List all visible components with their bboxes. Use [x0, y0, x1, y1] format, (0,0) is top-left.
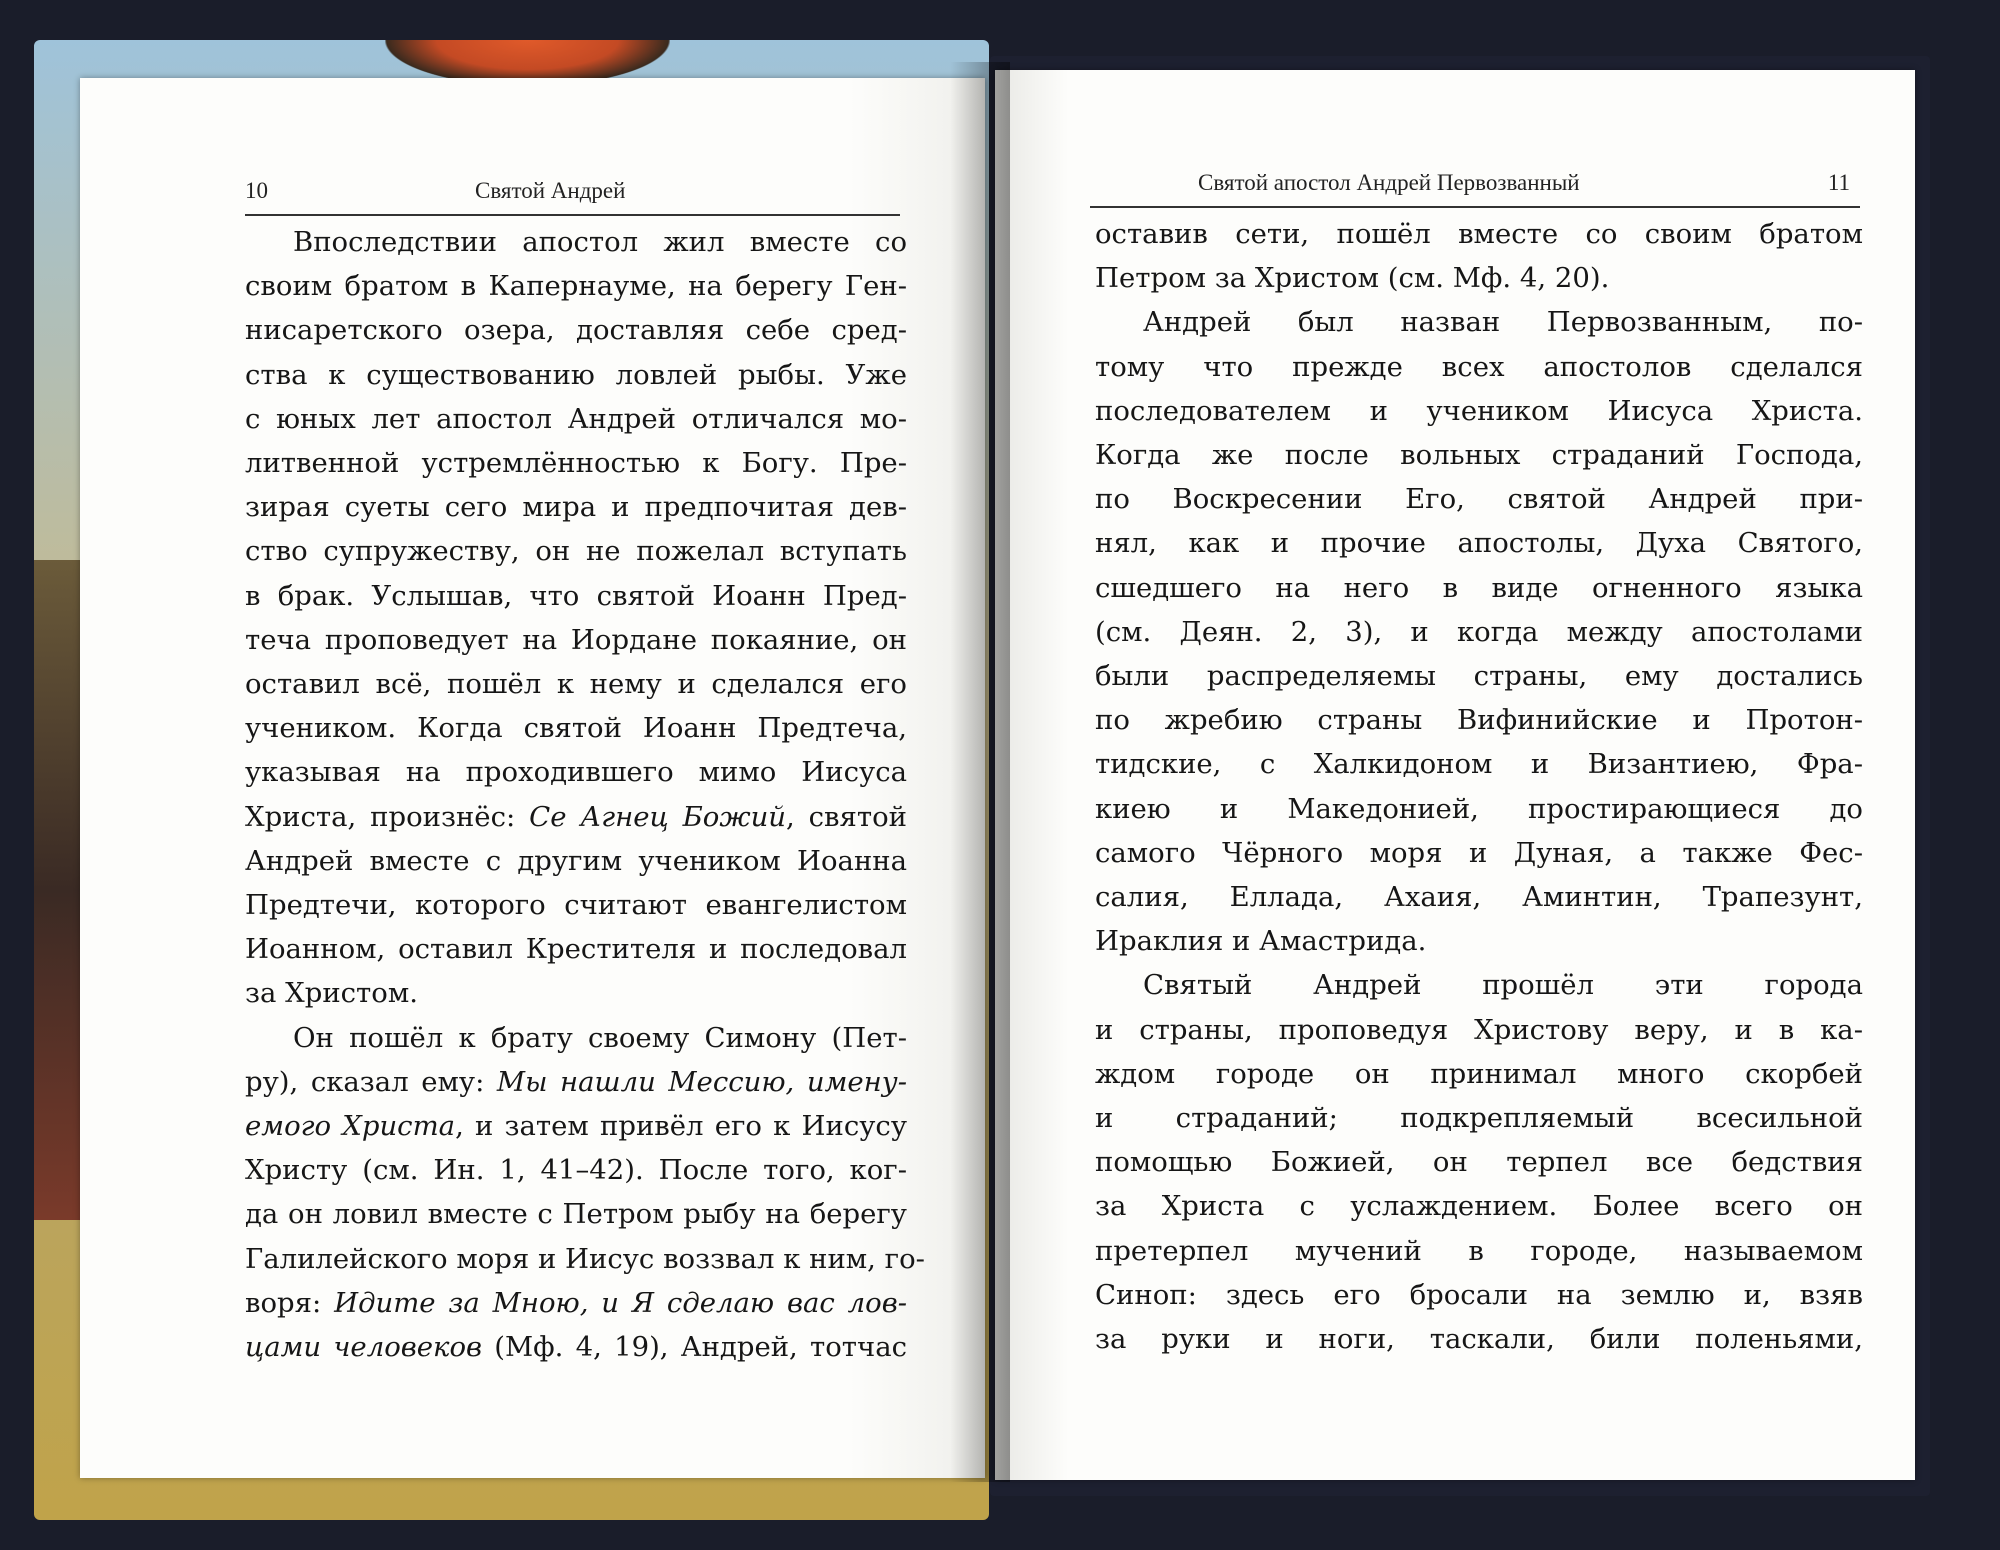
text-line [245, 1325, 907, 1369]
text-line [245, 1104, 907, 1148]
text-run: Святый Андрей прошёл эти города [1143, 969, 1863, 1002]
text-run: ру), сказал ему: [245, 1065, 497, 1098]
text-line [245, 529, 907, 573]
text-line [1095, 919, 1863, 963]
text-line [245, 1060, 907, 1104]
text-run: Петром за Христом (см. Мф. 4, 20). [1095, 262, 1610, 295]
italic-quote: емого Христа [245, 1110, 456, 1143]
text-line [1095, 300, 1863, 344]
text-line [1095, 1317, 1863, 1361]
text-run: ство супружеству, он не пожелал вступать [245, 535, 907, 568]
text-line [1095, 654, 1863, 698]
text-line [245, 1148, 907, 1192]
text-run: киею и Македонией, простирающиеся до [1095, 792, 1863, 825]
text-run: и страны, проповедуя Христову веру, и в ка- [1095, 1013, 1863, 1046]
text-line [1095, 212, 1863, 256]
page-number: 11 [1827, 170, 1850, 195]
text-run: ства к существованию ловлей рыбы. Уже [245, 358, 907, 391]
text-run: , и затем привёл его к Иисусу [455, 1110, 908, 1143]
text-run: за руки и ноги, таскали, били поленьями, [1095, 1323, 1863, 1356]
text-run: Андрей был назван Первозванным, по- [1143, 306, 1863, 339]
text-run: да он ловил вместе с Петром рыбу на берегу [245, 1198, 907, 1231]
text-run: Он пошёл к брату своему Симону (Пет- [293, 1021, 907, 1054]
text-line [1095, 521, 1863, 565]
text-line [1095, 1096, 1863, 1140]
text-line [245, 264, 907, 308]
text-line [1095, 963, 1863, 1007]
text-line [1095, 610, 1863, 654]
text-run: воря: [245, 1286, 335, 1319]
text-run: сшедшего на него в виде огненного языка [1095, 571, 1863, 604]
text-line [245, 971, 907, 1015]
text-run: с юных лет апостол Андрей отличался мо- [245, 402, 907, 435]
text-line [245, 795, 907, 839]
text-line [1095, 1008, 1863, 1052]
text-run: , святой [786, 800, 907, 833]
text-run: Христу (см. Ин. 1, 41–42). После того, ког- [245, 1154, 907, 1187]
text-run: Ираклия и Амастрида. [1095, 925, 1427, 958]
text-run: Когда же после вольных страданий Господа, [1095, 439, 1863, 472]
text-run: своим братом в Капернауме, на берегу Ген- [245, 270, 907, 303]
page-number: 10 [245, 178, 268, 203]
text-line [1095, 787, 1863, 831]
text-line [245, 927, 907, 971]
text-line [1095, 875, 1863, 919]
text-line [245, 308, 907, 352]
text-line [245, 220, 907, 264]
running-head [1090, 162, 1860, 208]
text-run: теча проповедует на Иордане покаяние, он [245, 623, 907, 656]
text-run: (Мф. 4, 19), Андрей, тотчас [482, 1331, 907, 1364]
text-run: салия, Еллада, Ахаия, Аминтин, Трапезунт, [1095, 881, 1863, 914]
text-run: последователем и учеником Иисуса Христа. [1095, 394, 1863, 427]
text-line [245, 353, 907, 397]
text-run: указывая на проходившего мимо Иисуса [245, 756, 907, 789]
text-line [1095, 1052, 1863, 1096]
text-run: ждом городе он принимал много скорбей [1095, 1057, 1863, 1090]
text-line [1095, 742, 1863, 786]
italic-quote: Се Агнец Божий [529, 800, 787, 833]
text-line [1095, 1140, 1863, 1184]
text-line [245, 662, 907, 706]
text-run: претерпел мучений в городе, называемом [1095, 1234, 1863, 1267]
text-line [245, 1237, 925, 1281]
text-run: оставил всё, пошёл к нему и сделался его [245, 668, 907, 701]
text-run: нял, как и прочие апостолы, Духа Святого, [1095, 527, 1863, 560]
text-run: и страданий; подкрепляемый всесильной [1095, 1102, 1863, 1135]
text-line [1095, 256, 1863, 300]
text-run: зирая суеты сего мира и предпочитая дев- [245, 491, 907, 524]
text-line [245, 485, 907, 529]
text-line [1095, 831, 1863, 875]
italic-quote: Мы нашли Мессию, имену- [496, 1065, 908, 1098]
text-line [245, 706, 907, 750]
text-run: Андрей вместе с другим учеником Иоанна [245, 844, 907, 877]
text-run: (см. Деян. 2, 3), и когда между апостолами [1095, 615, 1863, 648]
text-run: учеником. Когда святой Иоанн Предтеча, [245, 712, 907, 745]
text-line [245, 618, 907, 662]
text-run: по Воскресении Его, святой Андрей при- [1095, 483, 1863, 516]
text-run: Галилейского моря и Иисус воззвал к ним, го- [245, 1242, 925, 1275]
page-body-text [1095, 212, 1863, 1361]
text-run: были распределяемы страны, ему достались [1095, 660, 1863, 693]
text-run: тому что прежде всех апостолов сделался [1095, 350, 1863, 383]
text-line [245, 574, 907, 618]
cover-illustration-edge [34, 560, 84, 1220]
text-run: по жребию страны Вифинийские и Протон- [1095, 704, 1863, 737]
text-line [1095, 1184, 1863, 1228]
text-run: в брак. Услышав, что святой Иоанн Пред- [245, 579, 907, 612]
text-line [245, 441, 907, 485]
text-line [1095, 1229, 1863, 1273]
text-line [1095, 1273, 1863, 1317]
text-line [245, 883, 907, 927]
text-run: за Христом. [245, 977, 418, 1010]
text-run: Синоп: здесь его бросали на землю и, взяв [1095, 1278, 1863, 1311]
text-run: за Христа с услаждением. Более всего он [1095, 1190, 1863, 1223]
text-line [245, 839, 907, 883]
text-line [1095, 345, 1863, 389]
text-line [1095, 433, 1863, 477]
left-page [80, 78, 985, 1478]
text-run: помощью Божией, он терпел все бедствия [1095, 1146, 1863, 1179]
text-line [1095, 698, 1863, 742]
text-line [245, 1192, 907, 1236]
text-line [1095, 566, 1863, 610]
text-line [1095, 477, 1863, 521]
italic-quote: цами человеков [245, 1331, 483, 1364]
text-run: нисаретского озера, доставляя себе сред- [245, 314, 907, 347]
text-run: Иоанном, оставил Крестителя и последовал [245, 933, 907, 966]
page-body-text [245, 220, 925, 1369]
text-run: оставив сети, пошёл вместе со своим братом [1095, 218, 1863, 250]
text-line [1095, 389, 1863, 433]
text-line [245, 397, 907, 441]
running-title: Святой Андрей [475, 178, 626, 203]
text-run: самого Чёрного моря и Дуная, а также Фес- [1095, 836, 1863, 869]
book-spine-shadow [950, 62, 1010, 1482]
text-line [245, 1016, 907, 1060]
text-line [245, 750, 907, 794]
text-run: Впоследствии апостол жил вместе со [293, 226, 907, 258]
text-run: литвенной устремлённостью к Богу. Пре- [245, 447, 907, 480]
text-run: Христа, произнёс: [245, 800, 530, 833]
right-page [995, 70, 1915, 1480]
text-run: тидские, с Халкидоном и Византиею, Фра- [1095, 748, 1863, 781]
text-run: Предтечи, которого считают евангелистом [245, 889, 907, 922]
running-title: Святой апостол Андрей Первозванный [1198, 170, 1580, 195]
italic-quote: Идите за Мною, и Я сделаю вас лов- [334, 1286, 907, 1319]
running-head [245, 170, 900, 216]
text-line [245, 1281, 907, 1325]
